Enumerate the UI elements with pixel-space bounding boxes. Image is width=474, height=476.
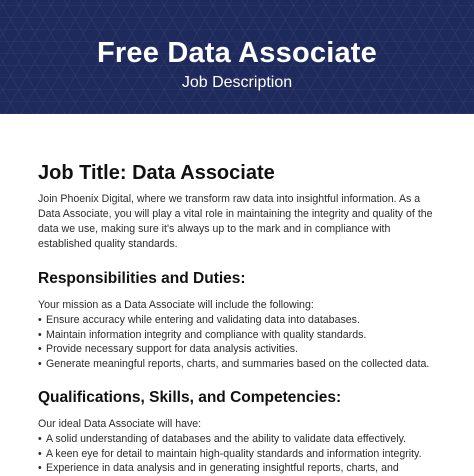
bullet-icon: • (38, 433, 42, 445)
list-item (38, 328, 438, 343)
bullet-icon: • (38, 343, 42, 355)
bullet-icon: • (38, 447, 42, 460)
bullet-icon: • (38, 314, 42, 326)
responsibilities-list (38, 313, 438, 371)
list-item (38, 357, 438, 372)
job-title-heading: Job Title: Data Associate (38, 162, 275, 184)
qualifications-heading: Qualifications, Skills, and Competencies: (38, 389, 342, 406)
list-item-text: Experience in data analysis and in generating insightful reports, charts, and (46, 462, 399, 474)
list-item (38, 461, 438, 476)
list-item-text: Generate meaningful reports, charts, and summaries based on the collected data. (46, 357, 430, 370)
list-item-text: Ensure accuracy while entering and validating data into databases. (46, 314, 360, 326)
qualifications-lead: Our ideal Data Associate will have: (38, 418, 202, 430)
list-item-text: Maintain information integrity and compliance with quality standards. (46, 328, 367, 341)
header-banner (0, 0, 474, 114)
list-item (38, 313, 438, 328)
job-intro-paragraph: Join Phoenix Digital, where we transform raw data into insightful information. As a Data Associate, you will play a vital role in maintaining the integrity and quality of the data we use, making sure it's always up to the mark and in compliance with established quality standards. (38, 193, 433, 250)
responsibilities-lead: Your mission as a Data Associate will include the following: (38, 299, 314, 311)
qualifications-list (38, 432, 438, 476)
document-title: Free Data Associate (97, 37, 377, 69)
responsibilities-heading: Responsibilities and Duties: (38, 270, 246, 287)
list-item (38, 432, 438, 447)
list-item (38, 447, 438, 462)
list-item (38, 342, 438, 357)
document-body (38, 160, 438, 476)
bullet-icon: • (38, 462, 42, 474)
bullet-icon: • (38, 357, 42, 370)
list-item-text: A solid understanding of databases and the ability to validate data effectively. (46, 433, 407, 445)
list-item-text: Provide necessary support for data analysis activities. (46, 343, 299, 355)
bullet-icon: • (38, 328, 42, 341)
list-item-text: A keen eye for detail to maintain high-quality standards and information integrity. (46, 447, 422, 460)
document-subtitle: Job Description (181, 74, 293, 91)
